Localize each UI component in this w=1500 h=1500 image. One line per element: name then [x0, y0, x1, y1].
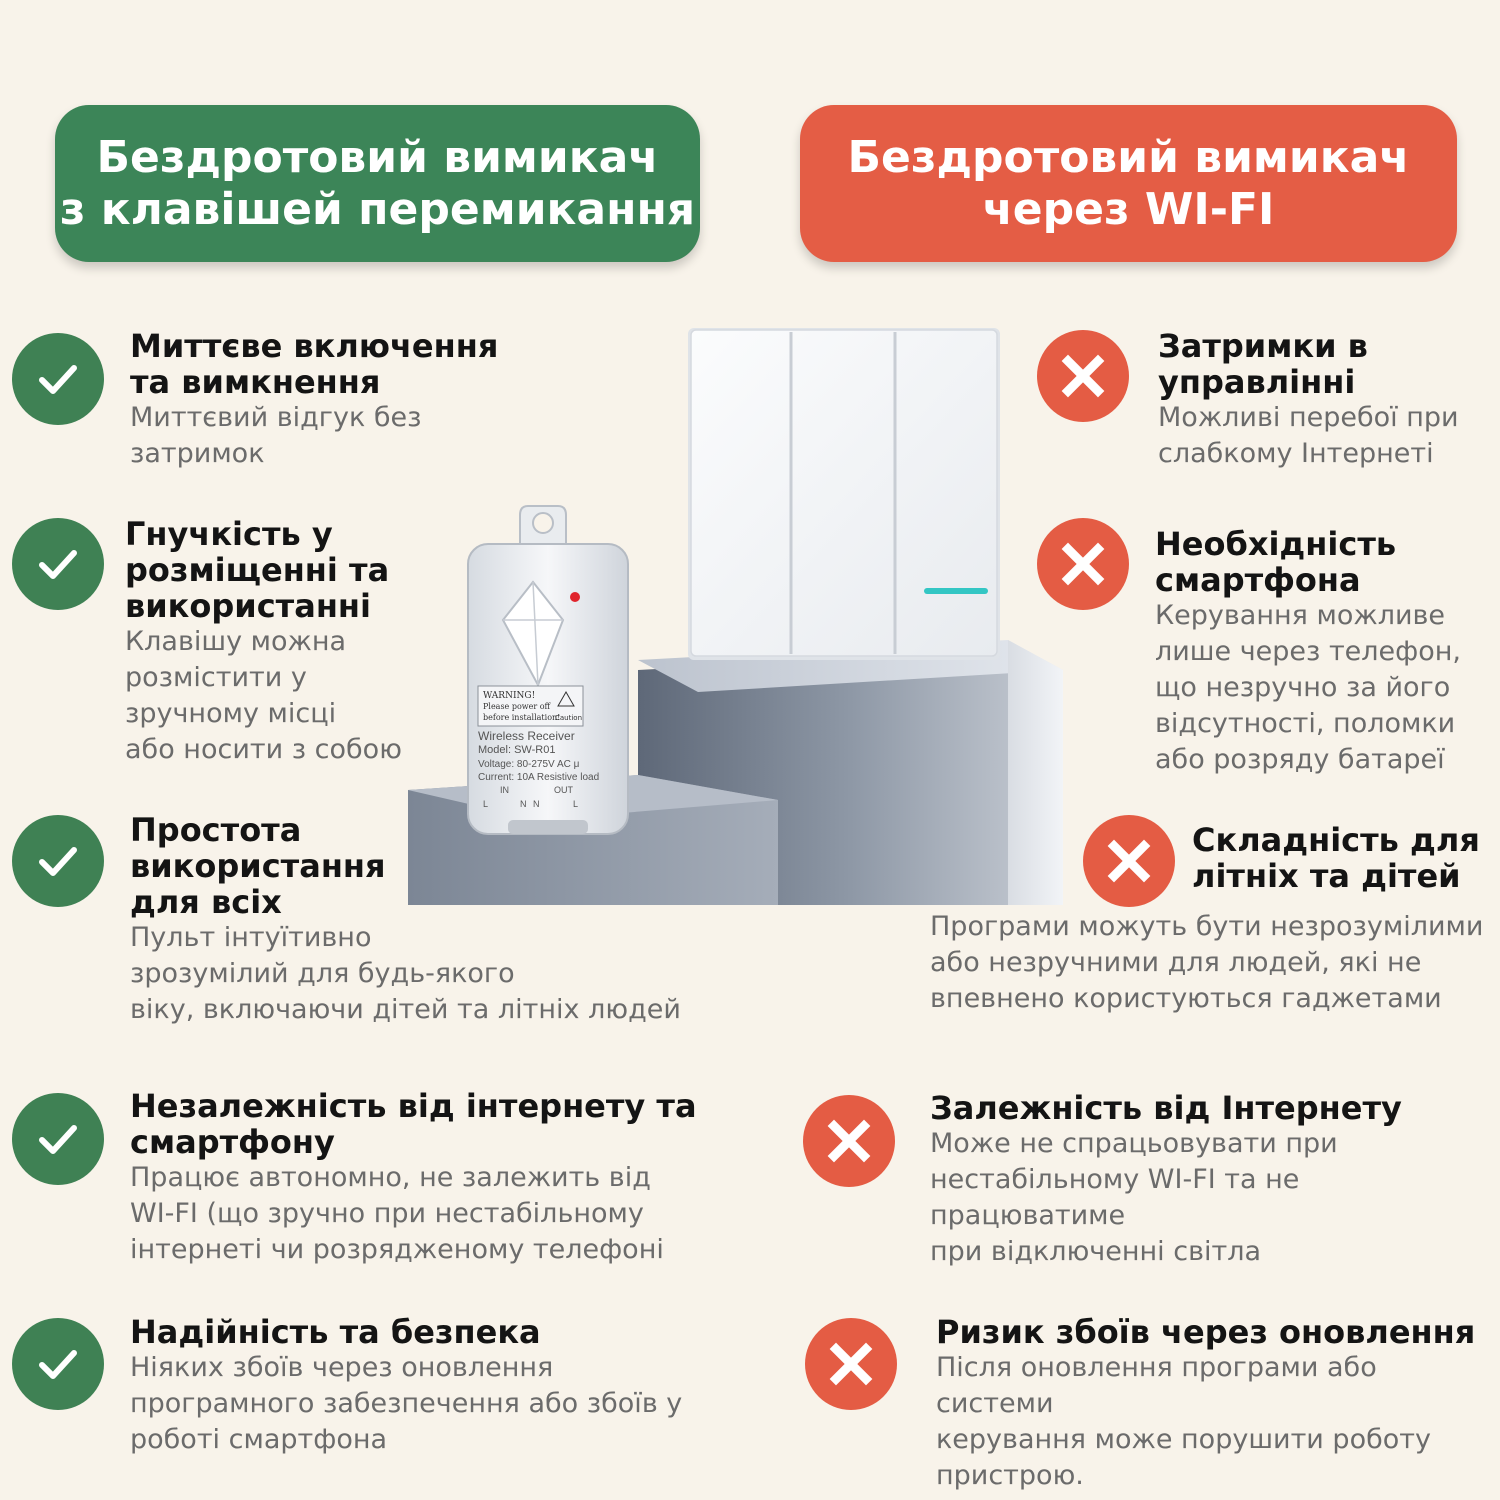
header-wifi	[800, 105, 1457, 262]
con-desc-line: керування може порушити роботу	[936, 1424, 1431, 1455]
con-item-1	[1158, 328, 1498, 472]
cross-icon	[1037, 518, 1129, 610]
header-right-line-1: Бездротовий вимикач	[847, 131, 1410, 183]
check-icon	[12, 815, 104, 907]
con-desc-line: Програми можуть бути незрозумілими	[930, 911, 1484, 942]
pro-item-2	[125, 516, 425, 768]
con-desc-line: Можливі перебої при	[1158, 402, 1459, 433]
pro-title-line: розміщенні та	[125, 551, 390, 589]
con-desc-line: Може не спрацьовувати при	[930, 1128, 1338, 1159]
pro-title-line: смартфону	[130, 1123, 335, 1161]
pro-desc-line: Клавішу можна	[125, 626, 347, 657]
con-title-line: Складність для	[1192, 821, 1480, 859]
receiver-led	[570, 592, 580, 602]
con-title-line: літніх та дітей	[1192, 857, 1461, 895]
con-item-5	[936, 1314, 1496, 1494]
label-warning-line-1: Please power off	[483, 702, 551, 711]
terminal-3: N	[533, 799, 540, 809]
pro-desc-line: роботі смартфона	[130, 1424, 388, 1455]
pro-desc-line: програмного забезпечення або збоїв у	[130, 1388, 683, 1419]
wall-switch	[688, 328, 1000, 660]
con-title-line: Ризик збоїв через оновлення	[936, 1313, 1476, 1351]
con-desc-line: впевнено користуються гаджетами	[930, 983, 1442, 1014]
con-desc-line: що незручно за його	[1155, 672, 1451, 703]
cross-icon	[1083, 815, 1175, 907]
label-caution: Caution	[555, 714, 583, 722]
pro-title-line: Незалежність від інтернету та	[130, 1087, 697, 1125]
con-desc-line: при відключенні світла	[930, 1236, 1262, 1267]
label-out: OUT	[554, 785, 573, 795]
check-icon	[12, 518, 104, 610]
cross-icon	[803, 1095, 895, 1187]
con-item-3-title	[1192, 822, 1497, 894]
label-warning-line-2: before installation!	[483, 713, 561, 722]
label-line-3: Voltage: 80-275V AC μ	[478, 759, 580, 770]
pro-desc-line: або носити з собою	[125, 734, 402, 765]
con-desc-line: відсутності, поломки	[1155, 708, 1456, 739]
pro-desc-line: Працює автономно, не залежить від	[130, 1162, 651, 1193]
pro-desc-line: розмістити у	[125, 662, 307, 693]
label-in: IN	[500, 785, 509, 795]
con-title-line: Затримки в	[1158, 327, 1368, 365]
check-icon	[12, 1318, 104, 1410]
pro-item-5	[130, 1314, 730, 1458]
con-title-line: управлінні	[1158, 363, 1356, 401]
pro-title-line: для всіх	[130, 883, 282, 921]
header-right-line-2: через WI-FI	[982, 183, 1275, 235]
con-desc-line: Після оновлення програми або системи	[936, 1352, 1377, 1419]
pro-title-line: Гнучкість у	[125, 515, 333, 553]
con-item-2	[1155, 526, 1495, 778]
pro-item-4	[130, 1088, 740, 1268]
wireless-receiver	[468, 506, 628, 834]
terminal-4: L	[573, 799, 579, 809]
pro-desc-line: віку, включаючи дітей та літніх людей	[130, 994, 681, 1025]
con-title-line: смартфона	[1155, 561, 1361, 599]
label-warning: WARNING!	[483, 691, 536, 701]
pro-desc-line: зручному місці	[125, 698, 337, 729]
cross-icon	[805, 1318, 897, 1410]
pro-item-3	[130, 812, 730, 1028]
check-icon	[12, 1093, 104, 1185]
label-line-4: Current: 10A Resistive load	[478, 772, 600, 783]
check-icon	[12, 333, 104, 425]
pro-desc-line: WI-FI (що зручно при нестабільному	[130, 1198, 644, 1229]
con-title-line: Необхідність	[1155, 525, 1397, 563]
pro-desc-line: зрозумілий для будь-якого	[130, 958, 515, 989]
pro-title-line: Миттєве включення	[130, 327, 499, 365]
con-item-4	[930, 1090, 1498, 1270]
header-left-line-2: з клавішей перемикання	[59, 183, 696, 235]
con-desc-line: слабкому Інтернеті	[1158, 438, 1434, 469]
con-desc-line: нестабільному WI-FI та не працюватиме	[930, 1164, 1300, 1231]
terminal-1: L	[483, 799, 489, 809]
cross-icon	[1037, 330, 1129, 422]
switch-indicator-light	[924, 588, 988, 594]
label-line-2: Model: SW-R01	[478, 744, 556, 756]
header-wired-remote	[55, 105, 700, 262]
pro-desc-line: Миттєвий відгук без	[130, 402, 422, 433]
pro-title-line: Простота	[130, 811, 302, 849]
pro-desc-line: Пульт інтуїтивно	[130, 922, 372, 953]
con-desc-line: Керування можливе	[1155, 600, 1446, 631]
pro-title-line: використанні	[125, 587, 371, 625]
pro-desc-line: інтернеті чи розрядженому телефоні	[130, 1234, 664, 1265]
pro-title-line: Надійність та безпека	[130, 1313, 541, 1351]
pro-title-line: та вимкнення	[130, 363, 381, 401]
con-title-line: Залежність від Інтернету	[930, 1089, 1402, 1127]
con-desc-line: пристрою.	[936, 1460, 1084, 1491]
con-item-3-desc	[930, 909, 1490, 1017]
header-left-line-1: Бездротовий вимикач	[96, 131, 659, 183]
con-desc-line: або розряду батареї	[1155, 744, 1445, 775]
terminal-2: N	[520, 799, 527, 809]
pro-desc-line: Ніяких збоїв через оновлення	[130, 1352, 554, 1383]
con-desc-line: або незручними для людей, які не	[930, 947, 1422, 978]
pro-item-1	[130, 328, 600, 472]
pro-title-line: використання	[130, 847, 386, 885]
label-line-1: Wireless Receiver	[478, 729, 575, 743]
pedestal-side	[1008, 640, 1063, 905]
con-desc-line: лише через телефон,	[1155, 636, 1462, 667]
pro-desc-line: затримок	[130, 438, 265, 469]
